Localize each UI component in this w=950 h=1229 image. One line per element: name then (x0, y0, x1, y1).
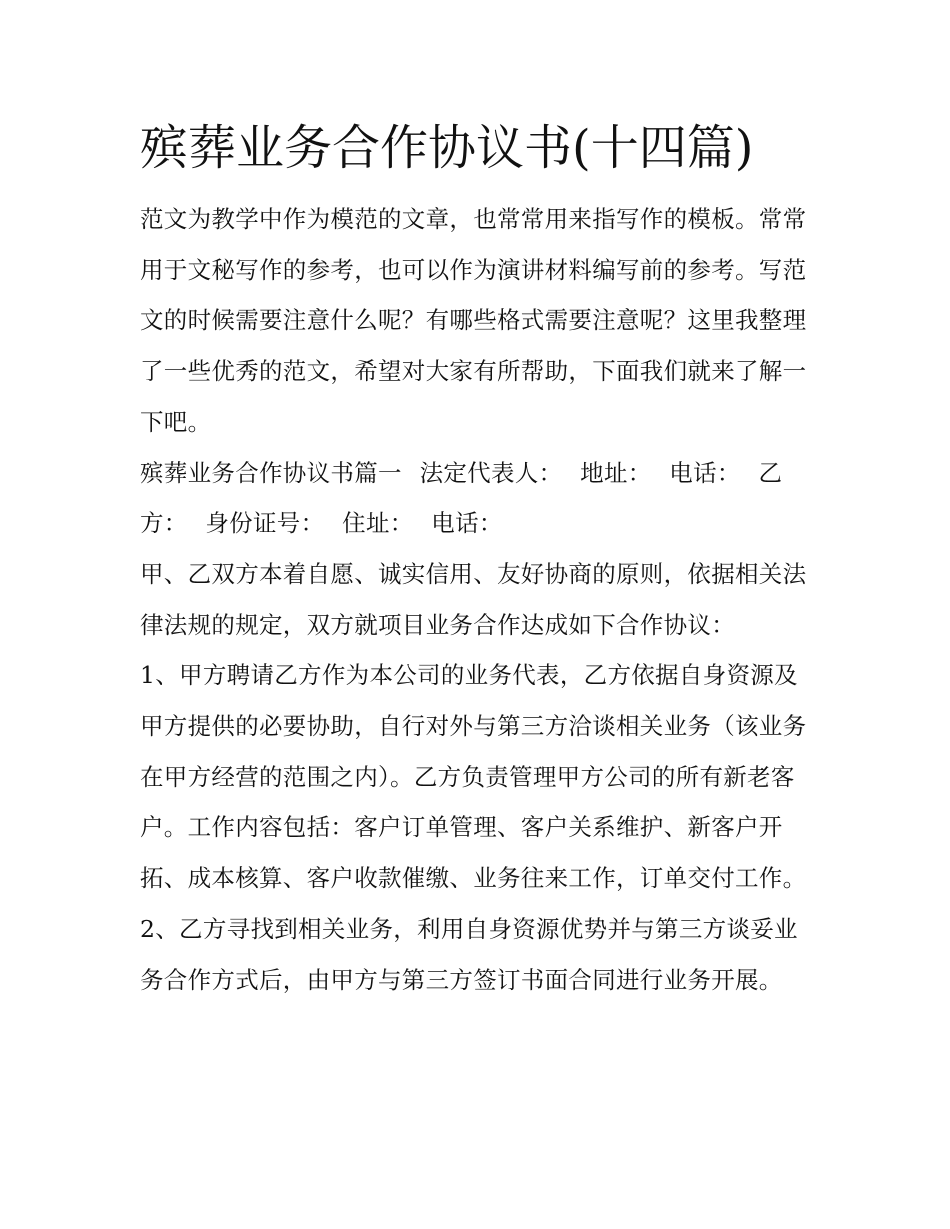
clause-1-paragraph: 1、甲方聘请乙方作为本公司的业务代表，乙方依据自身资源及甲方提供的必要协助，自行对外与第三方洽谈相关业务（该业务在甲方经营的范围之内）。乙方负责管理甲方公司的所有新老客户。工作内容包括：客户订单管理、客户关系维护、新客户开拓、成本核算、客户收款催缴、业务往来工作，订单交付工作。 (140, 661, 807, 893)
document-page (140, 112, 820, 1005)
principle-paragraph: 甲、乙双方本着自愿、诚实信用、友好协商的原则，依据相关法律法规的规定，双方就项目业务合作达成如下合作协议： (140, 559, 807, 639)
clause-2-paragraph: 2、乙方寻找到相关业务，利用自身资源优势并与第三方谈妥业务合作方式后，由甲方与第三方签订书面合同进行业务开展。 (140, 914, 798, 994)
document-title: 殡葬业务合作协议书(十四篇) (140, 120, 754, 176)
intro-paragraph: 范文为教学中作为模范的文章，也常常用来指写作的模板。常常用于文秘写作的参考，也可以作为演讲材料编写前的参考。写范文的时候需要注意什么呢？有哪些格式需要注意呢？这里我整理了一些优秀的范文，希望对大家有所帮助，下面我们就来了解一下吧。 (140, 205, 807, 436)
parties-paragraph: 殡葬业务合作协议书篇一 法定代表人： 地址： 电话： 乙方： 身份证号： 住址： 电话： (140, 458, 783, 538)
